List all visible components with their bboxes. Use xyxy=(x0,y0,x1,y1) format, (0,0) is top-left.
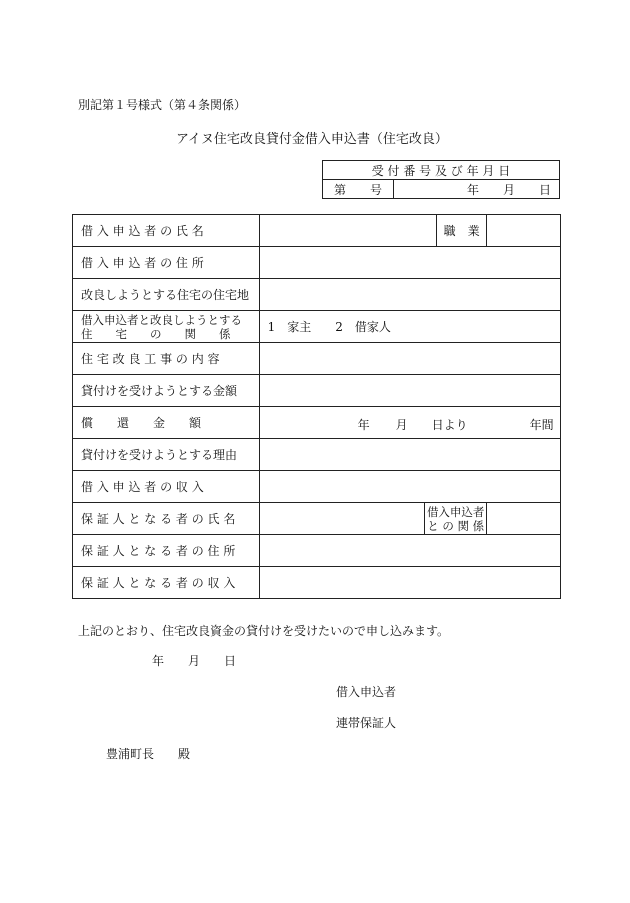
applicant-name-label: 借 入 申 込 者 の 氏 名 xyxy=(73,215,260,247)
work-content-label: 住 宅 改 良 工 事 の 内 容 xyxy=(73,343,260,375)
guarantor-name-label: 保 証 人 と な る 者 の 氏 名 xyxy=(73,503,260,535)
table-row xyxy=(73,247,561,279)
house-location-label: 改良しようとする住宅の住宅地 xyxy=(73,279,260,311)
occupation-field[interactable] xyxy=(487,215,561,247)
applicant-income-label: 借 入 申 込 者 の 収 入 xyxy=(73,471,260,503)
loan-reason-field[interactable] xyxy=(259,439,560,471)
applicant-income-field[interactable] xyxy=(259,471,560,503)
loan-reason-label: 貸付けを受けようとする理由 xyxy=(73,439,260,471)
guarantor-sign-label: 連帯保証人 xyxy=(336,716,397,730)
guarantor-income-field[interactable] xyxy=(259,567,560,599)
table-row xyxy=(73,311,561,343)
applicant-name-field[interactable] xyxy=(259,215,437,247)
statement-text: 上記のとおり、住宅改良資金の貸付けを受けたいので申し込みます。 xyxy=(78,624,450,638)
table-row xyxy=(73,407,561,439)
guarantor-name-field[interactable] xyxy=(259,503,425,535)
repayment-from: 日より xyxy=(431,418,468,432)
form-number: 別記第１号様式（第４条関係） xyxy=(78,98,247,112)
relation-options[interactable]: 1 家主 2 借家人 xyxy=(259,311,560,343)
reception-table xyxy=(322,160,560,199)
guarantor-relation-line2: と の 関 係 xyxy=(427,518,485,533)
house-location-field[interactable] xyxy=(259,279,560,311)
table-row xyxy=(73,375,561,407)
table-row xyxy=(73,439,561,471)
loan-amount-label: 貸付けを受けようとする金額 xyxy=(73,375,260,407)
table-row xyxy=(73,471,561,503)
reception-number[interactable]: 第 号 xyxy=(323,180,394,199)
addressee: 豊浦町長 殿 xyxy=(106,747,191,761)
table-row xyxy=(73,215,561,247)
table-row xyxy=(73,567,561,599)
application-table xyxy=(72,214,561,599)
repayment-month: 月 xyxy=(395,418,408,432)
page-title: アイヌ住宅改良貸付金借入申込書（住宅改良） xyxy=(176,132,448,147)
relation-label-line1: 借入申込者と改良しようとする xyxy=(81,312,242,327)
guarantor-income-label: 保 証 人 と な る 者 の 収 入 xyxy=(73,567,260,599)
applicant-address-label: 借 入 申 込 者 の 住 所 xyxy=(73,247,260,279)
guarantor-address-field[interactable] xyxy=(259,535,560,567)
applicant-address-field[interactable] xyxy=(259,247,560,279)
table-row xyxy=(73,343,561,375)
guarantor-relation-line1: 借入申込者 xyxy=(426,504,485,519)
repayment-label: 償 還 金 額 xyxy=(73,407,260,439)
table-row xyxy=(73,535,561,567)
repayment-years: 年間 xyxy=(529,418,554,432)
applicant-sign-label: 借入申込者 xyxy=(336,685,397,699)
table-row xyxy=(73,503,561,535)
guarantor-address-label: 保 証 人 と な る 者 の 住 所 xyxy=(73,535,260,567)
date-line[interactable]: 年 月 日 xyxy=(152,654,237,668)
reception-header: 受 付 番 号 及 び 年 月 日 xyxy=(323,161,560,180)
guarantor-relation-label xyxy=(425,503,487,535)
repayment-field[interactable] xyxy=(259,407,560,439)
guarantor-relation-field[interactable] xyxy=(487,503,561,535)
work-content-field[interactable] xyxy=(259,343,560,375)
repayment-year: 年 xyxy=(357,418,370,432)
occupation-label: 職 業 xyxy=(437,215,487,247)
relation-label xyxy=(73,311,260,343)
reception-date[interactable]: 年 月 日 xyxy=(394,180,560,199)
relation-label-line2: 住 宅 の 関 係 xyxy=(81,326,231,341)
loan-amount-field[interactable] xyxy=(259,375,560,407)
table-row xyxy=(73,279,561,311)
